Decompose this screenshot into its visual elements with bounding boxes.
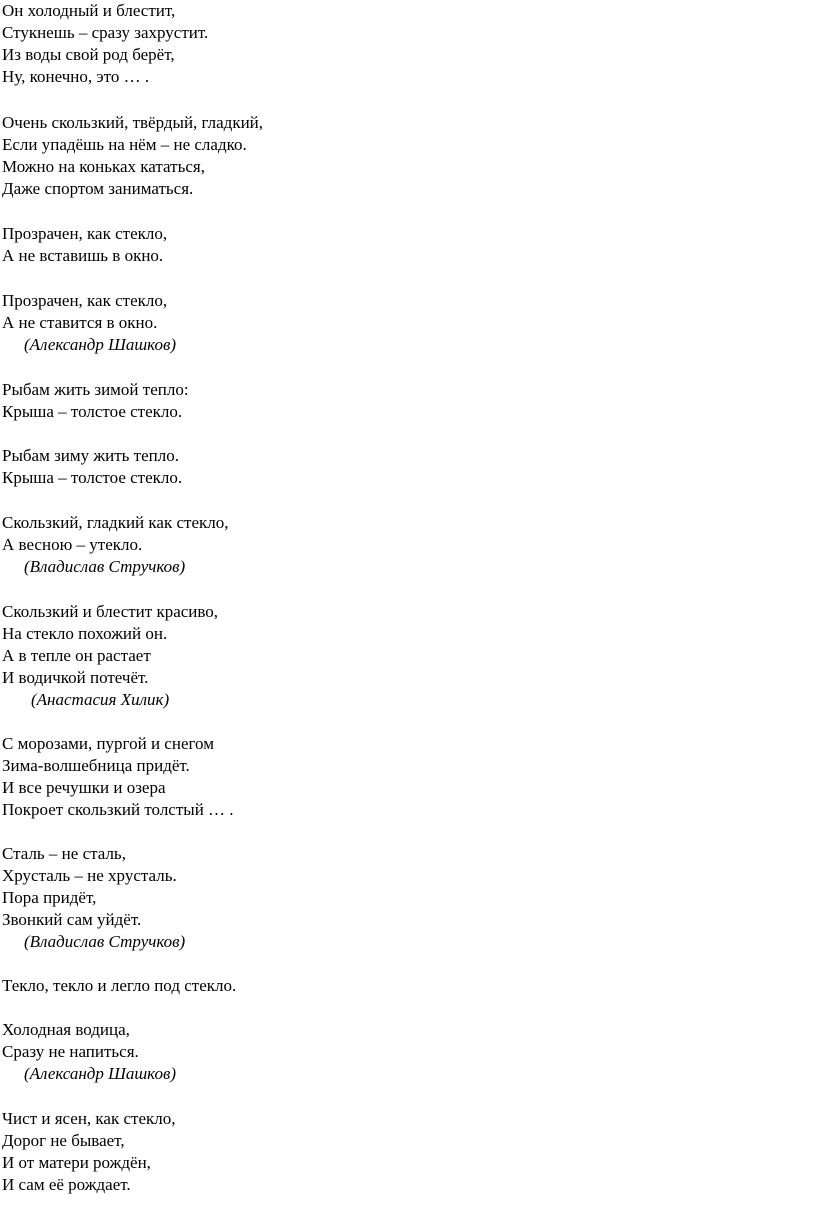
text-line: Рыбам жить зимой тепло: — [2, 380, 189, 399]
text-line: Крыша – толстое стекло. — [2, 468, 183, 487]
text-line: Текло, текло и легло под стекло. — [2, 976, 237, 995]
author-attribution: (Анастасия Хилик) — [31, 690, 170, 709]
text-line: Прозрачен, как стекло, — [2, 224, 168, 243]
author-attribution: (Владислав Стручков) — [24, 557, 186, 576]
author-attribution: (Александр Шашков) — [24, 1064, 177, 1083]
text-line: Даже спортом заниматься. — [2, 179, 194, 198]
text-line: Скользкий и блестит красиво, — [2, 602, 219, 621]
text-line: На стекло похожий он. — [2, 624, 168, 643]
text-line: Он холодный и блестит, — [2, 1, 176, 20]
text-line: А не ставится в окно. — [2, 313, 158, 332]
text-line: Хрусталь – не хрусталь. — [2, 866, 177, 885]
text-line: И все речушки и озера — [2, 778, 166, 797]
text-line: С морозами, пургой и снегом — [2, 734, 214, 753]
text-line: Если упадёшь на нём – не сладко. — [2, 135, 247, 154]
text-line: Холодная водица, — [2, 1020, 130, 1039]
text-line: А в тепле он растает — [2, 646, 151, 665]
text-line: Ну, конечно, это … . — [2, 67, 150, 86]
text-line: Скользкий, гладкий как стекло, — [2, 513, 229, 532]
text-line: И сам её рождает. — [2, 1175, 131, 1194]
text-line: Пора придёт, — [2, 888, 97, 907]
text-line: Прозрачен, как стекло, — [2, 291, 168, 310]
author-attribution: (Александр Шашков) — [24, 335, 177, 354]
text-line: А весною – утекло. — [2, 535, 143, 554]
text-line: Дорог не бывает, — [2, 1131, 125, 1150]
text-line: Сталь – не сталь, — [2, 844, 126, 863]
author-attribution: (Владислав Стручков) — [24, 932, 186, 951]
text-line: Можно на коньках кататься, — [2, 157, 205, 176]
text-line: И от матери рождён, — [2, 1153, 151, 1172]
text-line: Сразу не напиться. — [2, 1042, 139, 1061]
text-line: Чист и ясен, как стекло, — [2, 1109, 176, 1128]
text-line: Рыбам зиму жить тепло. — [2, 446, 179, 465]
text-line: Из воды свой род берёт, — [2, 45, 175, 64]
text-line: Стукнешь – сразу захрустит. — [2, 23, 209, 42]
text-line: Звонкий сам уйдёт. — [2, 910, 142, 929]
text-line: Покроет скользкий толстый … . — [2, 800, 234, 819]
text-line: И водичкой потечёт. — [2, 668, 149, 687]
text-line: А не вставишь в окно. — [2, 246, 164, 265]
text-line: Очень скользкий, твёрдый, гладкий, — [2, 113, 264, 132]
text-line: Крыша – толстое стекло. — [2, 402, 183, 421]
text-line: Зима-волшебница придёт. — [2, 756, 190, 775]
